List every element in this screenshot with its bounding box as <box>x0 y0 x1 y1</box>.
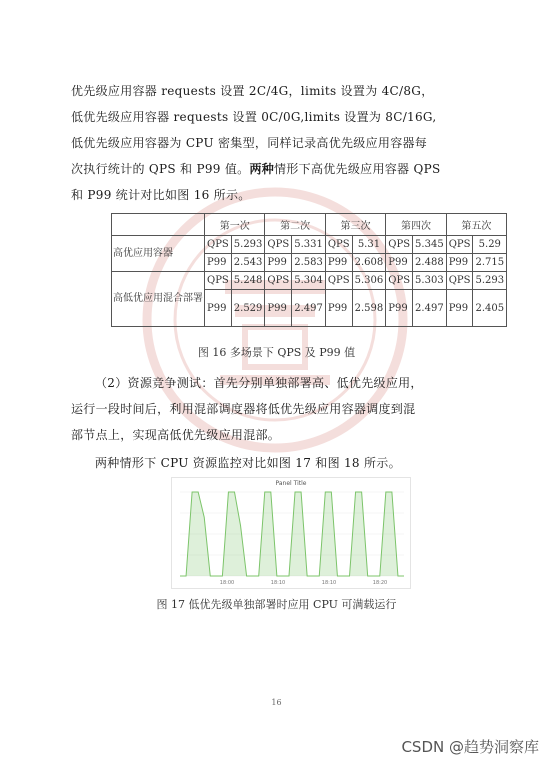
table-cell: 5.304 <box>292 272 326 290</box>
column-header: 第三次 <box>325 214 385 236</box>
metric-label: QPS <box>205 272 232 290</box>
metric-label: P99 <box>265 290 292 327</box>
figure-16-caption: 图 16 多场景下 QPS 及 P99 值 <box>197 346 356 359</box>
table-cell: 5.303 <box>413 272 447 290</box>
qps-p99-table <box>111 213 507 327</box>
text-line: 低优先级应用容器 requests 设置 0C/0G,limits 设置为 8C/16G, <box>71 110 437 124</box>
table-row <box>112 272 507 290</box>
row-group-label: 高低优应用混合部署 <box>112 272 205 327</box>
table-cell: 5.306 <box>352 272 386 290</box>
x-tick-label: 18:00 <box>219 580 235 586</box>
x-tick-label: 18:10 <box>321 580 337 586</box>
paragraph-2 <box>71 370 491 448</box>
text-line <box>71 156 491 182</box>
text-line: 部节点上，实现高低优先级应用混部。 <box>71 428 281 442</box>
metric-label: QPS <box>446 236 473 254</box>
metric-label: QPS <box>325 236 352 254</box>
metric-label: QPS <box>265 272 292 290</box>
x-tick-label: 18:20 <box>372 580 388 586</box>
table-row <box>112 236 507 254</box>
table-cell: 2.497 <box>292 290 326 327</box>
metric-label: QPS <box>325 272 352 290</box>
table-cell: 2.405 <box>473 290 507 327</box>
table-cell: 2.497 <box>413 290 447 327</box>
table-cell: 2.529 <box>231 290 265 327</box>
table-cell: 5.293 <box>231 236 265 254</box>
table-cell: 2.598 <box>352 290 386 327</box>
metric-label: P99 <box>386 254 413 272</box>
text-fragment: 情形下高优先级应用容器 QPS <box>274 162 441 176</box>
metric-label: P99 <box>265 254 292 272</box>
cpu-usage-panel <box>171 477 411 589</box>
metric-label: QPS <box>386 236 413 254</box>
table-cell: 5.31 <box>352 236 386 254</box>
metric-label: P99 <box>325 290 352 327</box>
panel-title: Panel Title <box>275 480 307 487</box>
text-line: 和 P99 统计对比如图 16 所示。 <box>71 188 251 202</box>
column-header: 第一次 <box>205 214 265 236</box>
csdn-watermark: CSDN @趋势洞察库 <box>401 738 539 756</box>
table-header-row <box>112 214 507 236</box>
text-line: （2）资源竞争测试：首先分别单独部署高、低优先级应用， <box>95 376 423 390</box>
text-line: 运行一段时间后，利用混部调度器将低优先级应用容器调度到混 <box>71 402 416 416</box>
figure-17-caption: 图 17 低优先级单独部署时应用 CPU 可满载运行 <box>156 598 397 611</box>
metric-label: P99 <box>325 254 352 272</box>
cpu-area-chart <box>172 478 410 588</box>
table-cell: 5.331 <box>292 236 326 254</box>
table-cell: 2.715 <box>473 254 507 272</box>
metric-label: QPS <box>386 272 413 290</box>
metric-label: P99 <box>446 254 473 272</box>
table-cell: 2.583 <box>292 254 326 272</box>
metric-label: P99 <box>205 290 232 327</box>
text-line: 优先级应用容器 requests 设置 2C/4G，limits 设置为 4C/8G， <box>71 84 434 98</box>
text-fragment: 次执行统计的 QPS 和 P99 值。 <box>71 162 250 176</box>
table-cell: 2.488 <box>413 254 447 272</box>
metric-label: QPS <box>446 272 473 290</box>
column-header: 第四次 <box>386 214 446 236</box>
table-cell: 5.345 <box>413 236 447 254</box>
paragraph-1 <box>71 78 491 208</box>
metric-label: P99 <box>446 290 473 327</box>
text-line: 低优先级应用容器为 CPU 密集型，同样记录高优先级应用容器每 <box>71 136 428 150</box>
paragraph-3 <box>71 450 491 476</box>
row-group-label: 高优应用容器 <box>112 236 205 272</box>
table-cell: 5.248 <box>231 272 265 290</box>
bold-emphasis: 两种 <box>249 162 275 176</box>
column-header: 第五次 <box>446 214 506 236</box>
page-number: 16 <box>271 698 282 707</box>
metric-label: QPS <box>265 236 292 254</box>
table-cell: 5.29 <box>473 236 507 254</box>
metric-label: QPS <box>205 236 232 254</box>
table-cell: 2.543 <box>231 254 265 272</box>
column-header: 第二次 <box>265 214 325 236</box>
table-cell: 5.293 <box>473 272 507 290</box>
table-cell: 2.608 <box>352 254 386 272</box>
metric-label: P99 <box>205 254 232 272</box>
x-tick-label: 18:10 <box>270 580 286 586</box>
text-line: 两种情形下 CPU 资源监控对比如图 17 和图 18 所示。 <box>95 456 401 470</box>
metric-label: P99 <box>386 290 413 327</box>
